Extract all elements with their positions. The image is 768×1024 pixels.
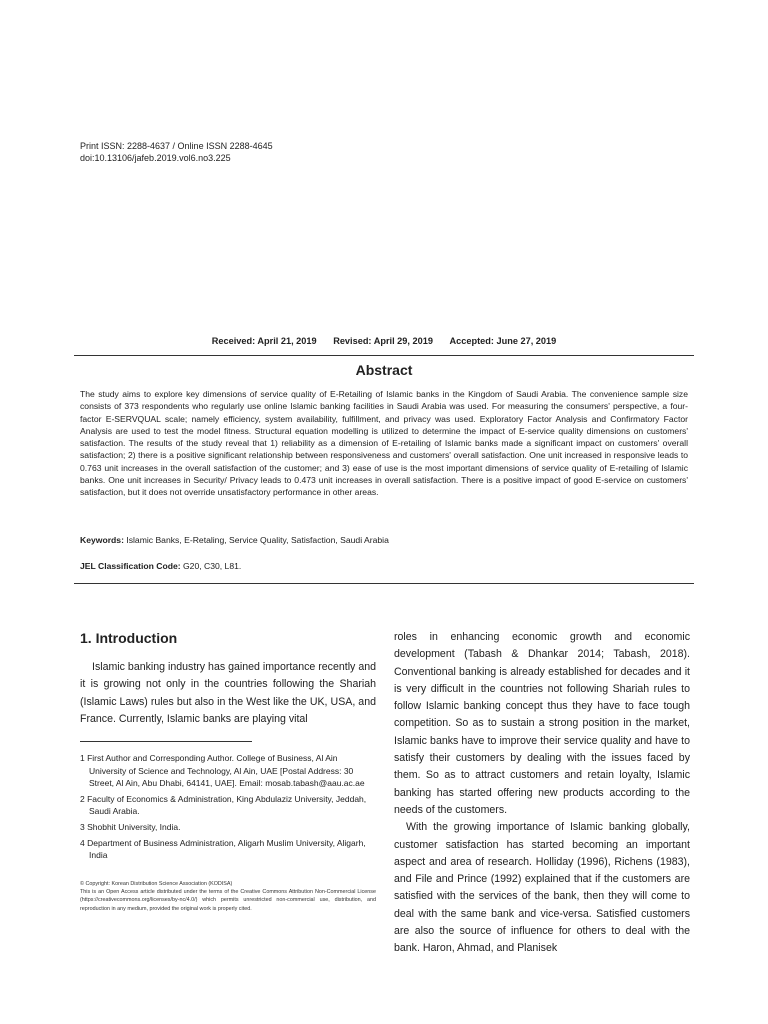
footnote-divider — [80, 741, 252, 742]
issn-line: Print ISSN: 2288-4637 / Online ISSN 2288-4645 — [80, 141, 273, 151]
abstract-title: Abstract — [355, 362, 413, 378]
footnotes — [80, 752, 376, 865]
abstract-body: The study aims to explore key dimensions of service quality of E-Retailing of Islamic banks in the Kingdom of Saudi Arabia. The convenience sample size consists of 373 respondents who regularly use online Islamic banking facilities in Saudi Arabia was used. For measuring the consumers' perspective, a four-factor E-SERVQUAL scale; namely efficiency, system availability, fulfillment, and privacy was used. Exploratory Factor Analysis and Confirmatory Factor Analysis are used to test the model fitness. Structural equation modelling is utilized to determine the impact of E-service quality dimensions on customers' satisfaction. The results of the study reveal that 1) reliability as a dimension of E-retailing of Islamic banks made a significant impact on customers' overall satisfaction; 2) there is a positive significant relationship between responsiveness and customers' overall satisfaction. One unit increased in responsive leads to 0.763 unit increases in the overall satisfaction of the customer; and 3) ease of use is the most important dimensions of service quality of E-retailing of Islamic banks. One unit increases in Security/ Privacy leads to 0.473 unit increases in overall satisfaction. There is a positive impact of good E-service on customers' satisfaction, but it does not override unsatisfactory performance in other areas. — [80, 389, 688, 498]
copyright-line: © Copyright: Korean Distribution Science Association (KODISA) — [80, 881, 233, 887]
jel-classification — [80, 561, 688, 571]
intro-paragraph-1: Islamic banking industry has gained importance recently and it is growing not only in the countries following the Shariah (Islamic Laws) rules but also in the West like the UK, USA, and France. Currently, Islamic banks are playing vital — [80, 661, 376, 725]
footnote-3: 3 Shobhit University, India. — [80, 821, 181, 832]
keywords — [80, 535, 688, 545]
jel-label: JEL Classification Code: — [80, 561, 181, 571]
footnote-1: 1 First Author and Corresponding Author. College of Business, Al Ain University of Science and Technology, Al Ain, UAE [Postal Address: 30 Street, Al Ain, Abu Dhabi, 64141, UAE]. Email: mosab.tabash@aau.ac.ae — [80, 753, 365, 789]
received-date: Received: April 21, 2019 — [211, 336, 317, 346]
intro-paragraph-3: With the growing importance of Islamic banking globally, customer satisfaction has started becoming an important aspect and area of research. Holliday (1996), Richens (1983), and File and Prince (1992) explained that if the customers are satisfied with the services of the bank, then they will come to deal with the same bank and vice-versa. Satisfied customers are also the source of influence for others to deal with the bank. Haron, Ahmad, and Planisek — [394, 821, 690, 955]
keywords-value: Islamic Banks, E-Retaling, Service Quality, Satisfaction, Saudi Arabia — [126, 535, 389, 545]
revised-date: Revised: April 29, 2019 — [333, 336, 433, 346]
keywords-label: Keywords: — [80, 535, 124, 545]
copyright-notice — [80, 880, 376, 913]
journal-header — [80, 140, 273, 164]
article-dates — [80, 336, 688, 346]
divider-top — [74, 355, 694, 356]
footnote-2: 2 Faculty of Economics & Administration, King Abdulaziz University, Jeddah, Saudi Arabia. — [80, 793, 367, 817]
section-title-introduction: 1. Introduction — [80, 630, 178, 646]
jel-value: G20, C30, L81. — [183, 561, 242, 571]
intro-paragraph-2: roles in enhancing economic growth and economic development (Tabash & Dhankar 2014; Tabash, 2018). Conventional banking is already established for decades and it is very difficult in the countries not following Shariah rules to follow Islamic banking concept thus they have to face tough competition. So as to sustain a strong position in the market, Islamic banks have to improve their service quality and have to satisfy their customers by dealing with the issues faced by them. So as to attract customers and retain loyalty, Islamic banking has started offering new products according to the needs of the customers. — [394, 631, 690, 816]
doi-line: doi:10.13106/jafeb.2019.vol6.no3.225 — [80, 153, 231, 163]
license-text: This is an Open Access article distributed under the terms of the Creative Commons Attribution Non-Commercial License (https://creativecommons.org/licenses/by-nc/4.0/) which permits unrestricted non-commercial use, distribution, and reproduction in any medium, provided the original work is properly cited. — [80, 889, 376, 912]
footnote-4: 4 Department of Business Administration, Aligarh Muslim University, Aligarh, India — [80, 837, 366, 861]
intro-left-column — [80, 659, 376, 728]
intro-right-column — [394, 629, 690, 958]
divider-bottom — [74, 583, 694, 584]
accepted-date: Accepted: June 27, 2019 — [449, 336, 557, 346]
